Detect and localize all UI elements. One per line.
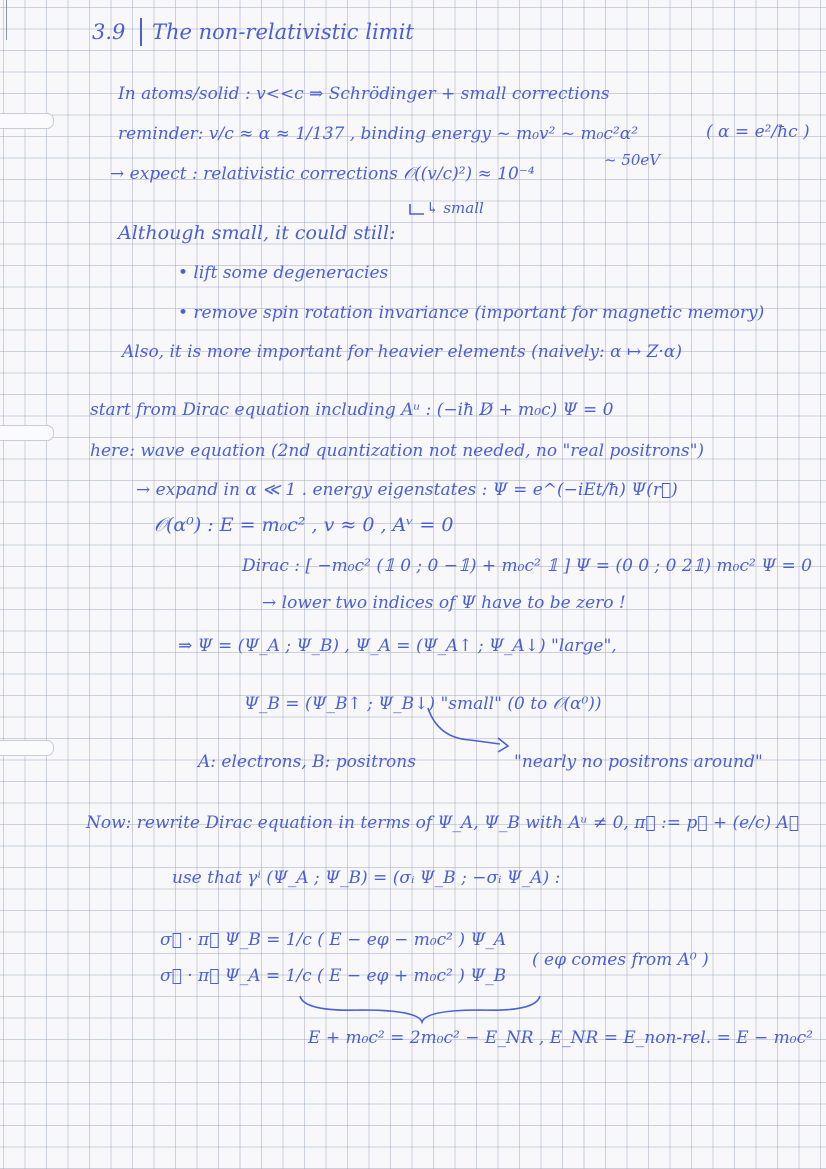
underbrace (300, 996, 540, 1022)
arrow-head (498, 738, 508, 752)
dirac-start-line: start from Dirac equation including Aᵘ : (−iħ D̸ + m₀c) Ψ = 0 (90, 400, 614, 420)
nearly-no-positrons-note: "nearly no positrons around" (514, 752, 763, 772)
ephi-note: ( eφ comes from A⁰ ) (532, 950, 709, 970)
small-arrow (410, 204, 424, 214)
rewrite-line: Now: rewrite Dirac equation in terms of Ψ_A, Ψ_B with Aᵘ ≠ 0, π⃗ := p⃗ + (e/c) A⃗ (86, 813, 799, 833)
bullet-degeneracies: • lift some degeneracies (178, 263, 389, 283)
expect-line: → expect : relativistic corrections 𝒪((v/c)²) ≈ 10⁻⁴ (110, 164, 535, 184)
alpha-definition: ( α = e²/ħc ) (706, 122, 810, 142)
bullet-spin-rotation: • remove spin rotation invariance (important for magnetic memory) (178, 303, 765, 323)
small-to-note-arrow (428, 708, 500, 744)
heavier-elements-line: Also, it is more important for heavier elements (naively: α ↦ Z·α) (122, 342, 682, 362)
lower-indices-line: → lower two indices of Ψ have to be zero ! (262, 593, 626, 613)
equation-psi-a: σ⃗ · π⃗ Ψ_A = 1/c ( E − eφ + m₀c² ) Ψ_B (160, 966, 507, 986)
psi-b-line: Ψ_B = (Ψ_B↑ ; Ψ_B↓) "small" (0 to 𝒪(α⁰)) (244, 694, 602, 714)
intro-line: In atoms/solid : v<<c ⇒ Schrödinger + small corrections (118, 84, 610, 104)
wave-equation-line: here: wave equation (2nd quantization not needed, no "real positrons") (90, 441, 705, 461)
gamma-identity-line: use that γⁱ (Ψ_A ; Ψ_B) = (σᵢ Ψ_B ; −σᵢ Ψ_A) : (172, 868, 561, 888)
psi-split-line: ⇒ Ψ = (Ψ_A ; Ψ_B) , Ψ_A = (Ψ_A↑ ; Ψ_A↓) "large", (178, 636, 617, 656)
order-zero-line: 𝒪(α⁰) : E = m₀c² , v ≈ 0 , Aᵛ = 0 (154, 514, 454, 536)
small-note: ↳ small (426, 199, 484, 217)
expand-line: → expand in α ≪ 1 . energy eigenstates : Ψ = e^(−iEt/ħ) Ψ(r⃗) (136, 480, 678, 500)
equation-psi-b: σ⃗ · π⃗ Ψ_B = 1/c ( E − eφ − m₀c² ) Ψ_A (160, 930, 507, 950)
although-line: Although small, it could still: (118, 222, 396, 244)
section-title: The non-relativistic limit (152, 20, 414, 44)
electrons-positrons-line: A: electrons, B: positrons (198, 752, 416, 772)
section-number: 3.9 (92, 20, 126, 44)
dirac-matrix-equation: Dirac : [ −m₀c² (𝟙 0 ; 0 −𝟙) + m₀c² 𝟙 ] Ψ = (0 0 ; 0 2𝟙) m₀c² Ψ = 0 (242, 556, 812, 576)
reminder-line: reminder: v/c ≈ α ≈ 1/137 , binding energy ~ m₀v² ~ m₀c²α² (118, 124, 639, 144)
energy-relation-line: E + m₀c² = 2m₀c² − E_NR , E_NR = E_non-rel. = E − m₀c² (308, 1028, 813, 1048)
ev-note: ~ 50eV (604, 151, 661, 169)
